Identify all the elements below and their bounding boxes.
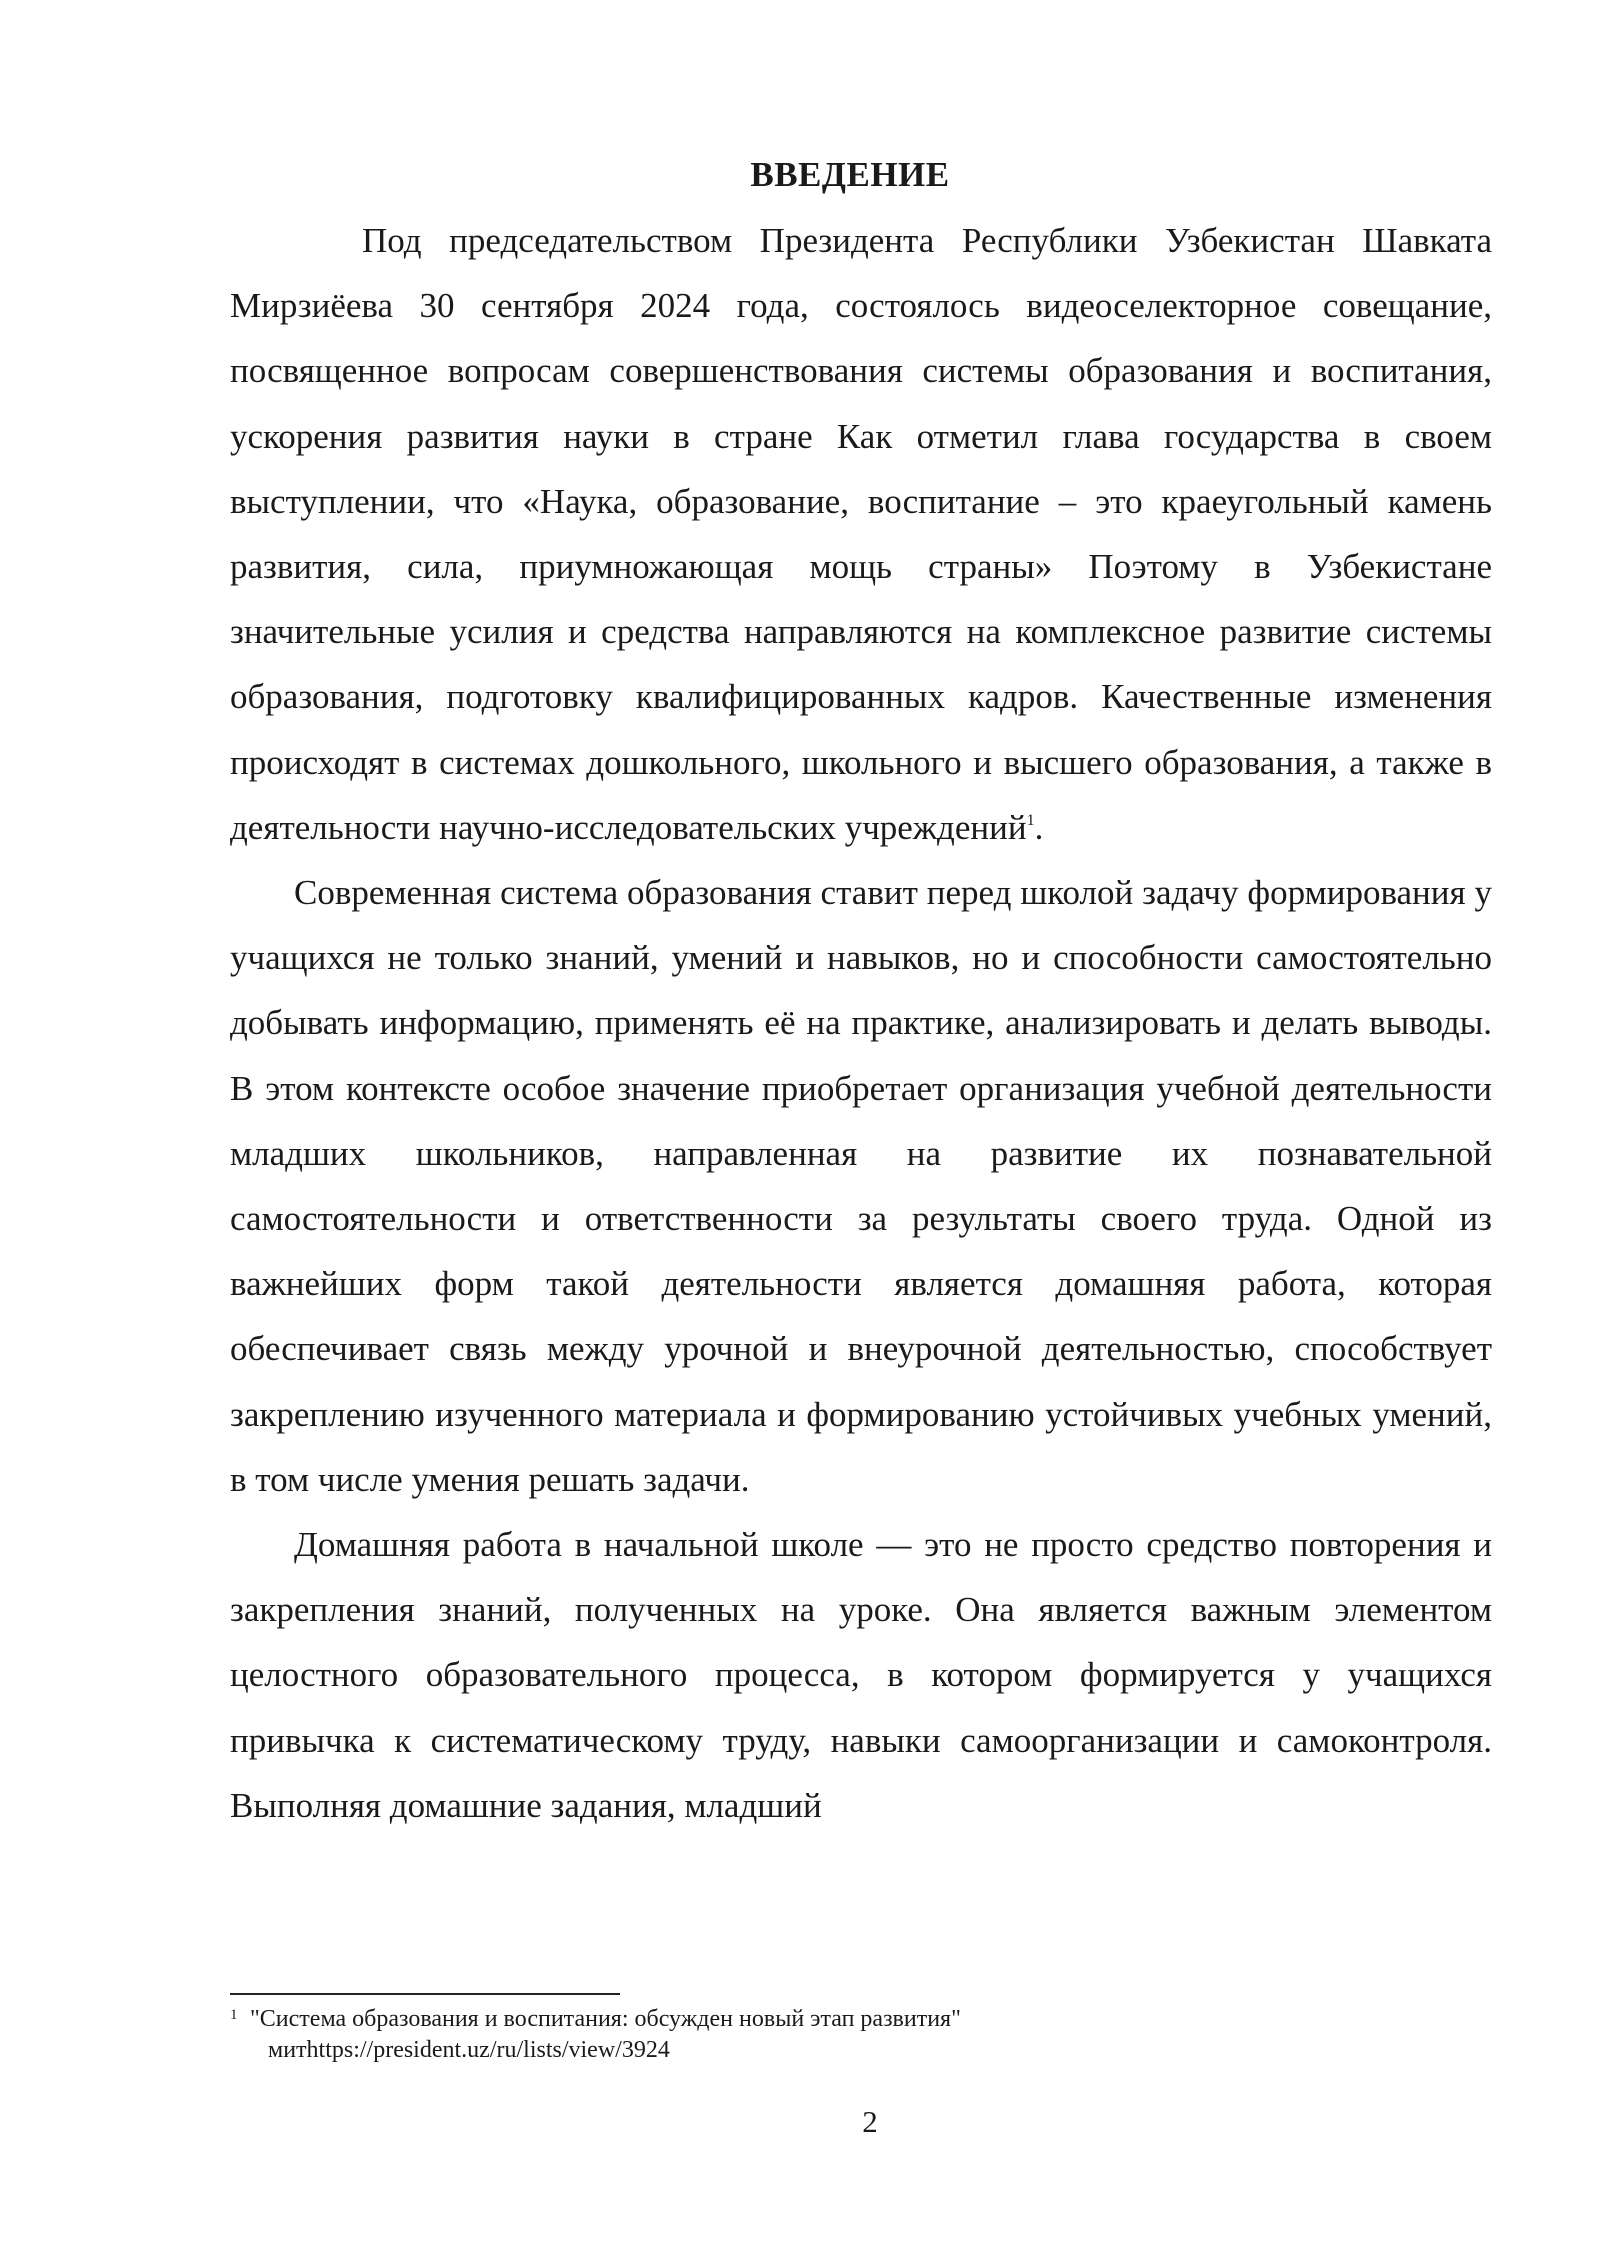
paragraph-2: Современная система образования ставит перед школой задачу формирования у учащихся не только знаний, умений и навыков, но и способности самостоятельно добывать информацию, применять её на практике, анализировать и делать выводы. В этом контексте особое значение приобретает организация учебной деятельности младших школьников, направленная на развитие их познавательной самостоятельности и ответственности за результаты своего труда. Одной из важнейших форм такой деятельности является домашняя работа, которая обеспечивает связь между урочной и внеурочной деятельностью, способствует закреплению изученного материала и формированию устойчивых учебных умений, в том числе умения решать задачи.	[230, 873, 1492, 1499]
body-text	[230, 208, 1492, 1838]
paragraph-1-text: Под председательством Президента Республики Узбекистан Шавката Мирзиёева 30 сентября 2024 года, состоялось видеоселекторное совещание, посвященное вопросам совершенствования системы образования и воспитания, ускорения развития науки в стране Как отметил глава государства в своем выступлении, что «Наука, образование, воспитание – это краеугольный камень развития, сила, приумножающая мощь страны» Поэтому в Узбекистане значительные усилия и средства направляются на комплексное развитие системы образования, подготовку квалифицированных кадров. Качественные изменения происходят в системах дошкольного, школьного и высшего образования, а также в деятельности научно-исследовательских учреждений	[230, 221, 1492, 847]
page-title: ВВЕДЕНИЕ	[750, 155, 950, 194]
paragraph-1-end: .	[1034, 807, 1044, 847]
paragraph-3: Домашняя работа в начальной школе — это не просто средство повторения и закрепления знаний, полученных на уроке. Она является важным элементом целостного образовательного процесса, в котором формируется у учащихся привычка к систематическому труду, навыки самоорганизации и самоконтроля. Выполняя домашние задания, младший	[230, 1525, 1492, 1825]
footnote-link: митhttps://president.uz/ru/lists/view/3924	[268, 2037, 670, 2063]
page-number: 2	[862, 2104, 878, 2139]
footnote	[230, 2004, 1130, 2066]
footnote-separator	[230, 1993, 620, 1995]
footnote-number: 1	[230, 2007, 238, 2023]
footnote-text: "Система образования и воспитания: обсужден новый этап развития"	[250, 2006, 961, 2032]
footnote-reference: 1	[1026, 811, 1035, 829]
paragraph-1	[230, 208, 1492, 860]
